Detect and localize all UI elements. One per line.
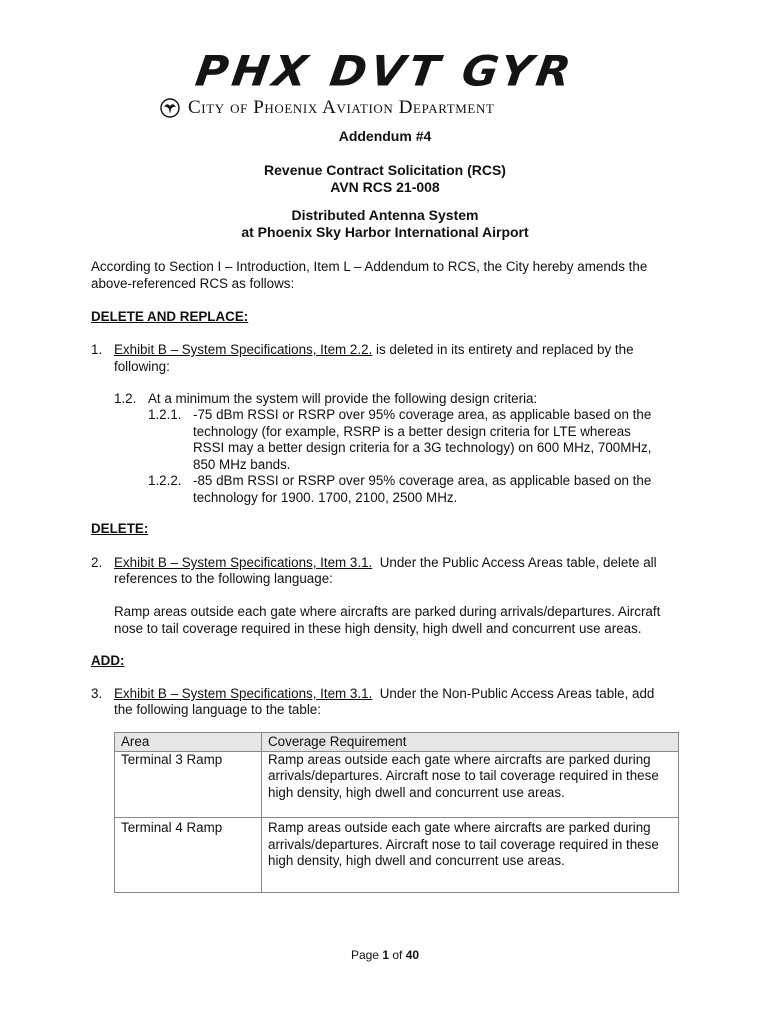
item-1-text: is deleted in its entirety and replaced by the: [372, 342, 634, 357]
criterion-1-2-2-line: technology for 1900. 1700, 2100, 2500 MHz.: [193, 490, 458, 505]
logo-wordmark: PHX DVT GYR: [192, 47, 578, 96]
logo: [160, 48, 610, 96]
system-title: Distributed Antenna System: [291, 207, 479, 223]
location-title: at Phoenix Sky Harbor International Airport: [241, 224, 529, 240]
page-label: Page: [350, 948, 383, 962]
solicitation-number: AVN RCS 21-008: [330, 179, 440, 195]
item-2-line-2: references to the following language:: [114, 571, 333, 586]
item-1-line-1: [114, 342, 694, 359]
item-3-line-2: the following language to the table:: [114, 702, 321, 717]
criterion-1-2-2-line: -85 dBm RSSI or RSRP over 95% coverage area, as applicable based on the: [193, 473, 652, 488]
criterion-1-2-1-number: 1.2.1.: [148, 407, 182, 422]
criterion-1-2-1-line: 850 MHz bands.: [193, 457, 291, 472]
item-2-line-1: [114, 555, 694, 572]
table-cell-area: Terminal 3 Ramp: [115, 751, 262, 818]
department-name: City of Phoenix Aviation Department: [188, 97, 495, 118]
intro-line-2: above-referenced RCS as follows:: [91, 276, 295, 291]
item-2-text: Under the Public Access Areas table, delete all: [372, 555, 657, 570]
table-header-area: Area: [115, 733, 262, 752]
item-1-line-2: following:: [114, 359, 170, 374]
table-row: [115, 818, 679, 893]
item-3-number: 3.: [91, 686, 103, 701]
criterion-1-2-1-line: RSSI may a better design criteria for a 3G technology) on 600 MHz, 700MHz,: [193, 440, 652, 455]
item-2-number: 2.: [91, 555, 103, 570]
item-3-line-1: [114, 686, 694, 703]
intro-line-1: According to Section I – Introduction, Item L – Addendum to RCS, the City hereby amends the: [91, 259, 648, 274]
item-3-text: Under the Non-Public Access Areas table, add: [372, 686, 655, 701]
page-footer: [0, 948, 770, 962]
phoenix-bird-icon: [160, 98, 180, 118]
coverage-table: [114, 732, 679, 893]
section-delete: DELETE:: [91, 521, 149, 536]
item-2-quote-line-2: nose to tail coverage required in these high density, high dwell and concurrent use areas.: [114, 621, 642, 636]
table-cell-requirement: Ramp areas outside each gate where aircrafts are parked during arrivals/departures. Aircraft nose to tail coverage required in these high density, high dwell and concurrent use areas.: [262, 751, 679, 818]
criterion-1-2-1-line: technology (for example, RSRP is a better design criteria for LTE whereas: [193, 424, 631, 439]
item-1-number: 1.: [91, 342, 103, 357]
item-3-reference: Exhibit B – System Specifications, Item 3.1.: [114, 686, 373, 701]
table-header-coverage: Coverage Requirement: [262, 733, 679, 752]
table-cell-requirement: Ramp areas outside each gate where aircrafts are parked during arrivals/departures. Aircraft nose to tail coverage required in these high density, high dwell and concurrent use areas.: [262, 818, 679, 893]
page-of-label: of: [389, 948, 406, 962]
item-1-reference: Exhibit B – System Specifications, Item 2.2.: [114, 342, 373, 357]
table-cell-area: Terminal 4 Ramp: [115, 818, 262, 893]
solicitation-title: Revenue Contract Solicitation (RCS): [264, 162, 506, 178]
criterion-1-2-2-number: 1.2.2.: [148, 473, 182, 488]
subitem-1-2-text: At a minimum the system will provide the following design criteria:: [148, 391, 538, 406]
page-number: 1: [382, 948, 389, 962]
criterion-1-2-1-line: -75 dBm RSSI or RSRP over 95% coverage area, as applicable based on the: [193, 407, 652, 422]
table-row: [115, 751, 679, 818]
page-total: 40: [405, 948, 420, 962]
table-header-row: [115, 733, 679, 752]
subitem-1-2-number: 1.2.: [114, 391, 137, 406]
item-2-quote-line-1: Ramp areas outside each gate where aircrafts are parked during arrivals/departures. Aircraft: [114, 604, 661, 619]
section-delete-replace: DELETE AND REPLACE:: [91, 309, 249, 324]
department-line: [160, 96, 610, 120]
addendum-title: Addendum #4: [338, 128, 432, 144]
section-add: ADD:: [91, 653, 125, 668]
item-2-reference: Exhibit B – System Specifications, Item 3.1.: [114, 555, 373, 570]
